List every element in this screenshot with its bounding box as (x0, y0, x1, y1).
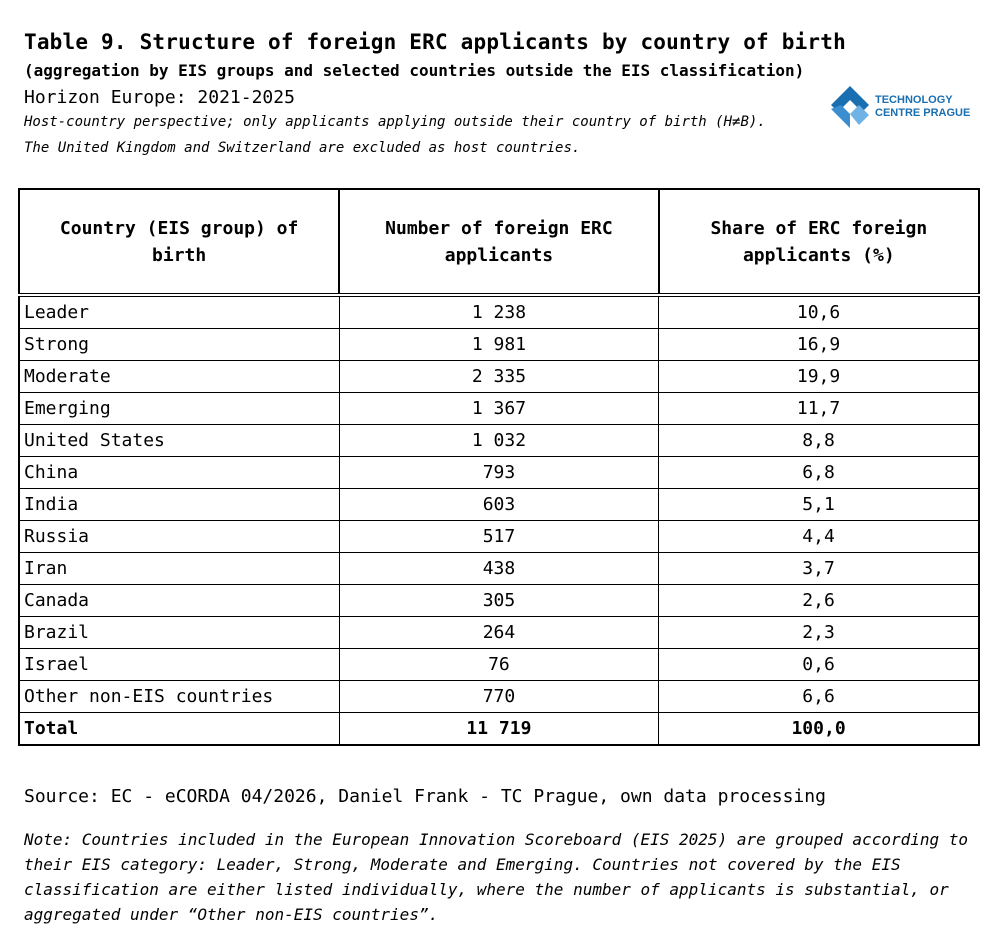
logo-line-2: CENTRE PRAGUE (875, 107, 971, 119)
applicants-table (18, 188, 980, 746)
cell-country: Israel (19, 649, 339, 681)
cell-country: India (19, 489, 339, 521)
cell-share: 16,9 (659, 329, 979, 361)
cell-country: Strong (19, 329, 339, 361)
cell-share: 8,8 (659, 425, 979, 457)
cell-count: 770 (339, 681, 658, 713)
tc-prague-logo (829, 84, 979, 132)
cell-country: Emerging (19, 393, 339, 425)
cell-share: 0,6 (659, 649, 979, 681)
cell-country: China (19, 457, 339, 489)
table-row (19, 457, 979, 489)
cell-count: 1 238 (339, 295, 658, 329)
cell-share: 19,9 (659, 361, 979, 393)
column-header-share: Share of ERC foreign applicants (%) (659, 189, 979, 295)
cell-country: Other non-EIS countries (19, 681, 339, 713)
scope-note: Host-country perspective; only applicants applying outside their country of birth (H≠B). (24, 114, 766, 130)
table-row (19, 649, 979, 681)
table-row (19, 489, 979, 521)
cell-share: 11,7 (659, 393, 979, 425)
cell-country: Moderate (19, 361, 339, 393)
cell-count: 1 981 (339, 329, 658, 361)
cell-share: 10,6 (659, 295, 979, 329)
footnote: Note: Countries included in the European Innovation Scoreboard (EIS 2025) are grouped according to their EIS category: Leader, Strong, Moderate and Emerging. Countries not covered by the EIS classification are either listed individually, where the number of applicants is substantial, or aggregated under “Other non-EIS countries”. (24, 830, 969, 924)
table-title: Table 9. Structure of foreign ERC applicants by country of birth (24, 30, 846, 54)
cell-share: 2,6 (659, 585, 979, 617)
table-row (19, 521, 979, 553)
tc-prague-logo-icon (829, 84, 871, 130)
total-share: 100,0 (659, 713, 979, 746)
column-header-count: Number of foreign ERC applicants (339, 189, 658, 295)
table-header-row (19, 189, 979, 295)
cell-count: 264 (339, 617, 658, 649)
cell-country: Brazil (19, 617, 339, 649)
cell-country: Iran (19, 553, 339, 585)
cell-count: 1 032 (339, 425, 658, 457)
cell-share: 6,6 (659, 681, 979, 713)
cell-country: United States (19, 425, 339, 457)
table-total-row (19, 713, 979, 746)
logo-line-1: TECHNOLOGY (875, 94, 953, 106)
table-row (19, 553, 979, 585)
total-count: 11 719 (339, 713, 658, 746)
cell-count: 793 (339, 457, 658, 489)
cell-count: 438 (339, 553, 658, 585)
cell-share: 2,3 (659, 617, 979, 649)
table-row (19, 393, 979, 425)
cell-country: Leader (19, 295, 339, 329)
cell-country: Russia (19, 521, 339, 553)
table-row (19, 585, 979, 617)
source-line: Source: EC - eCORDA 04/2026, Daniel Frank - TC Prague, own data processing (24, 786, 826, 807)
cell-share: 4,4 (659, 521, 979, 553)
cell-count: 603 (339, 489, 658, 521)
table-row (19, 295, 979, 329)
table-subtitle: (aggregation by EIS groups and selected countries outside the EIS classification) (24, 61, 805, 80)
table-row (19, 361, 979, 393)
cell-count: 305 (339, 585, 658, 617)
total-label: Total (19, 713, 339, 746)
exclusion-note: The United Kingdom and Switzerland are excluded as host countries. (24, 140, 581, 156)
table-row (19, 681, 979, 713)
cell-count: 2 335 (339, 361, 658, 393)
table-row (19, 329, 979, 361)
cell-share: 6,8 (659, 457, 979, 489)
table-row (19, 425, 979, 457)
column-header-country: Country (EIS group) of birth (19, 189, 339, 295)
cell-count: 1 367 (339, 393, 658, 425)
cell-count: 76 (339, 649, 658, 681)
period-label: Horizon Europe: 2021-2025 (24, 87, 295, 108)
cell-count: 517 (339, 521, 658, 553)
cell-country: Canada (19, 585, 339, 617)
cell-share: 3,7 (659, 553, 979, 585)
cell-share: 5,1 (659, 489, 979, 521)
table-row (19, 617, 979, 649)
